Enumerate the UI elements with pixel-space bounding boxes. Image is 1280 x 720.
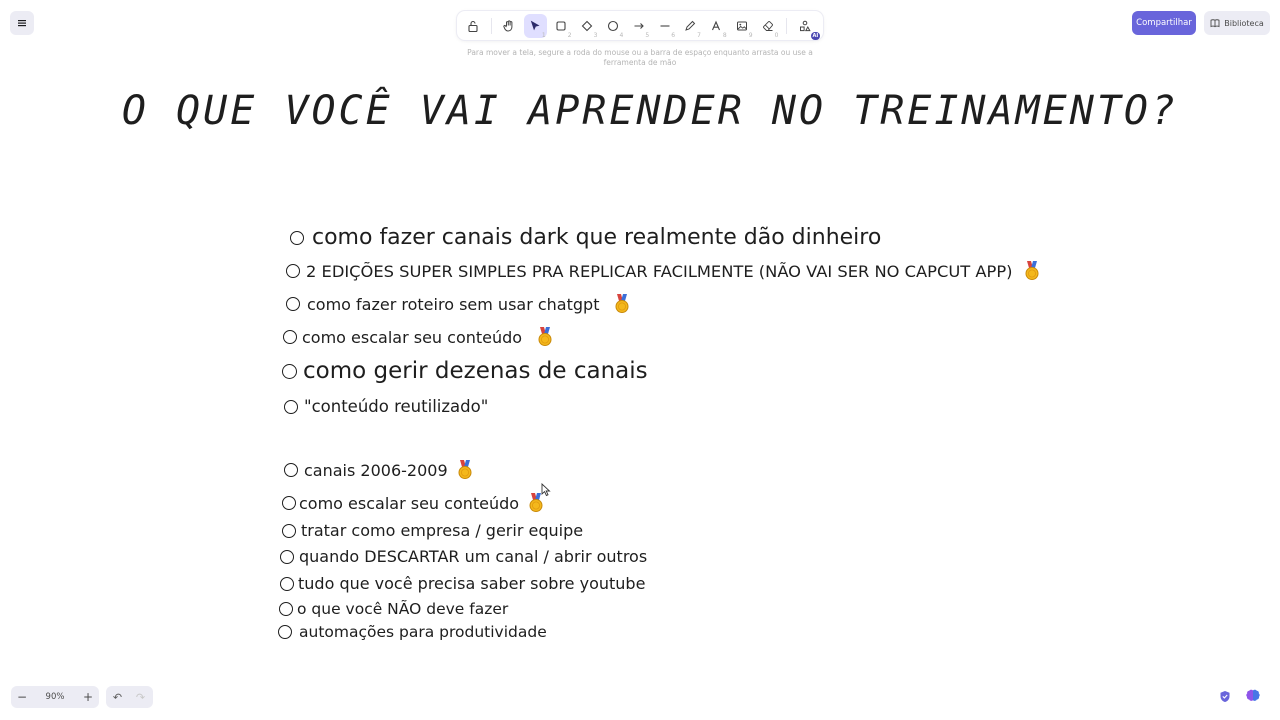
checklist-item[interactable] <box>290 225 881 250</box>
checkbox-circle-icon[interactable] <box>283 330 297 344</box>
checklist-item-text: como fazer canais dark que realmente dão dinheiro <box>312 225 882 250</box>
tool-shortcut-key: 9 <box>748 31 753 39</box>
ellipse-icon <box>606 19 620 33</box>
checkbox-circle-icon[interactable] <box>280 550 294 564</box>
library-label: Biblioteca <box>1224 18 1264 28</box>
canvas-title-text[interactable]: O QUE VOCÊ VAI APRENDER NO TREINAMENTO? <box>121 88 1179 134</box>
book-icon <box>1210 18 1220 28</box>
tool-shortcut-key: 4 <box>619 31 624 39</box>
checklist-item-text: o que você NÃO deve fazer <box>297 600 509 618</box>
arrow-tool-button[interactable] <box>627 14 650 38</box>
tool-shortcut-key: 2 <box>567 31 572 39</box>
zoom-level-reset[interactable]: 90% <box>45 692 65 702</box>
ellipse-tool-button[interactable] <box>601 14 624 38</box>
checkbox-circle-icon[interactable] <box>279 602 293 616</box>
checkbox-circle-icon[interactable] <box>290 231 304 245</box>
checklist-item-text: como fazer roteiro sem usar chatgpt <box>307 294 600 314</box>
checkbox-circle-icon[interactable] <box>284 463 298 477</box>
checkbox-circle-icon[interactable] <box>286 264 300 278</box>
checkbox-circle-icon[interactable] <box>282 496 296 510</box>
checklist-item-text: como gerir dezenas de canais <box>303 358 648 384</box>
bottom-right-icons <box>1219 688 1261 704</box>
redo-button[interactable]: ↷ <box>135 690 146 704</box>
checklist-item[interactable] <box>282 521 583 540</box>
library-button[interactable] <box>1204 11 1270 35</box>
tool-shortcut-key: 5 <box>645 31 650 39</box>
medal-icon <box>456 460 474 480</box>
mouse-cursor-icon <box>541 483 551 497</box>
checklist-item[interactable] <box>279 600 508 618</box>
zoom-out-button[interactable]: − <box>16 690 28 704</box>
hand-tool-button[interactable] <box>498 14 521 38</box>
ai-badge: AI <box>812 32 819 39</box>
image-icon <box>735 19 749 33</box>
selection-tool-button[interactable] <box>524 14 547 38</box>
shape-toolbar <box>457 11 823 40</box>
medal-icon <box>1023 261 1041 281</box>
tool-shortcut-key: 0 <box>774 31 779 39</box>
medal-icon <box>613 294 631 314</box>
diamond-tool-button[interactable] <box>575 14 598 38</box>
share-button[interactable]: Compartilhar <box>1132 11 1196 35</box>
draw-tool-button[interactable] <box>679 14 702 38</box>
image-tool-button[interactable] <box>731 14 754 38</box>
toolbar-divider <box>786 18 787 34</box>
checklist-item-text: 2 EDIÇÕES SUPER SIMPLES PRA REPLICAR FACILMENTE (NÃO VAI SER NO CAPCUT APP) <box>306 261 1013 281</box>
checklist-item-text: como escalar seu conteúdo <box>302 327 523 347</box>
shield-check-icon[interactable] <box>1219 690 1231 703</box>
checklist-item[interactable] <box>283 327 554 347</box>
tool-shortcut-key: 7 <box>697 31 701 39</box>
tool-shortcut-key: 1 <box>541 31 546 39</box>
arrow-icon <box>632 19 646 33</box>
checklist-item-text: tratar como empresa / gerir equipe <box>301 521 584 540</box>
canvas-pan-hint: Para mover a tela, segure a roda do mouse ou a barra de espaço enquanto arrasta ou use a ferramenta de mão <box>467 48 813 67</box>
eraser-icon <box>761 19 775 33</box>
checklist-item-text: como escalar seu conteúdo <box>299 493 520 513</box>
checklist-item-text: "conteúdo reutilizado" <box>304 397 489 416</box>
medal-icon <box>536 327 554 347</box>
checkbox-circle-icon[interactable] <box>282 524 296 538</box>
checklist-item[interactable] <box>278 623 547 641</box>
checklist-item[interactable] <box>286 261 1041 281</box>
checklist-item[interactable] <box>284 460 474 480</box>
checklist-item[interactable] <box>286 294 631 314</box>
pointer-icon <box>528 19 542 33</box>
checklist-item[interactable] <box>280 574 645 593</box>
checklist-item-text: automações para produtividade <box>299 623 547 641</box>
checklist-item[interactable] <box>284 397 488 416</box>
checkbox-circle-icon[interactable] <box>284 400 298 414</box>
tool-shortcut-key: 8 <box>722 31 727 39</box>
checkbox-circle-icon[interactable] <box>278 625 292 639</box>
rectangle-icon <box>554 19 568 33</box>
checkbox-circle-icon[interactable] <box>280 577 294 591</box>
undo-redo-controls <box>106 686 153 708</box>
diamond-icon <box>580 19 594 33</box>
shapes-more-icon <box>798 19 812 33</box>
pencil-icon <box>683 19 697 33</box>
checklist-item-text: canais 2006-2009 <box>304 460 448 480</box>
tool-shortcut-key: 6 <box>671 31 676 39</box>
lock-tool-button[interactable] <box>461 14 484 38</box>
text-icon <box>709 19 723 33</box>
checklist-item-text: quando DESCARTAR um canal / abrir outros <box>299 547 648 566</box>
eraser-tool-button[interactable] <box>756 14 779 38</box>
text-tool-button[interactable] <box>705 14 728 38</box>
checklist-item[interactable] <box>282 358 648 384</box>
hand-icon <box>502 19 516 33</box>
rectangle-tool-button[interactable] <box>550 14 573 38</box>
zoom-in-button[interactable]: + <box>82 690 94 704</box>
more-tools-button[interactable] <box>793 14 819 39</box>
tool-shortcut-key: 3 <box>593 31 598 39</box>
lock-icon <box>466 19 480 33</box>
checklist-item[interactable] <box>280 547 647 566</box>
checkbox-circle-icon[interactable] <box>286 297 300 311</box>
line-tool-button[interactable] <box>653 14 676 38</box>
checklist-item-text: tudo que você precisa saber sobre youtube <box>298 574 646 593</box>
main-menu-button[interactable] <box>10 11 34 35</box>
hamburger-menu-icon <box>17 18 27 28</box>
zoom-controls <box>11 686 99 708</box>
brain-icon[interactable] <box>1245 688 1261 704</box>
checklist-item[interactable] <box>282 493 545 513</box>
undo-button[interactable]: ↶ <box>112 690 123 704</box>
toolbar-divider <box>491 18 492 34</box>
checkbox-circle-icon[interactable] <box>282 364 297 379</box>
line-icon <box>658 19 672 33</box>
